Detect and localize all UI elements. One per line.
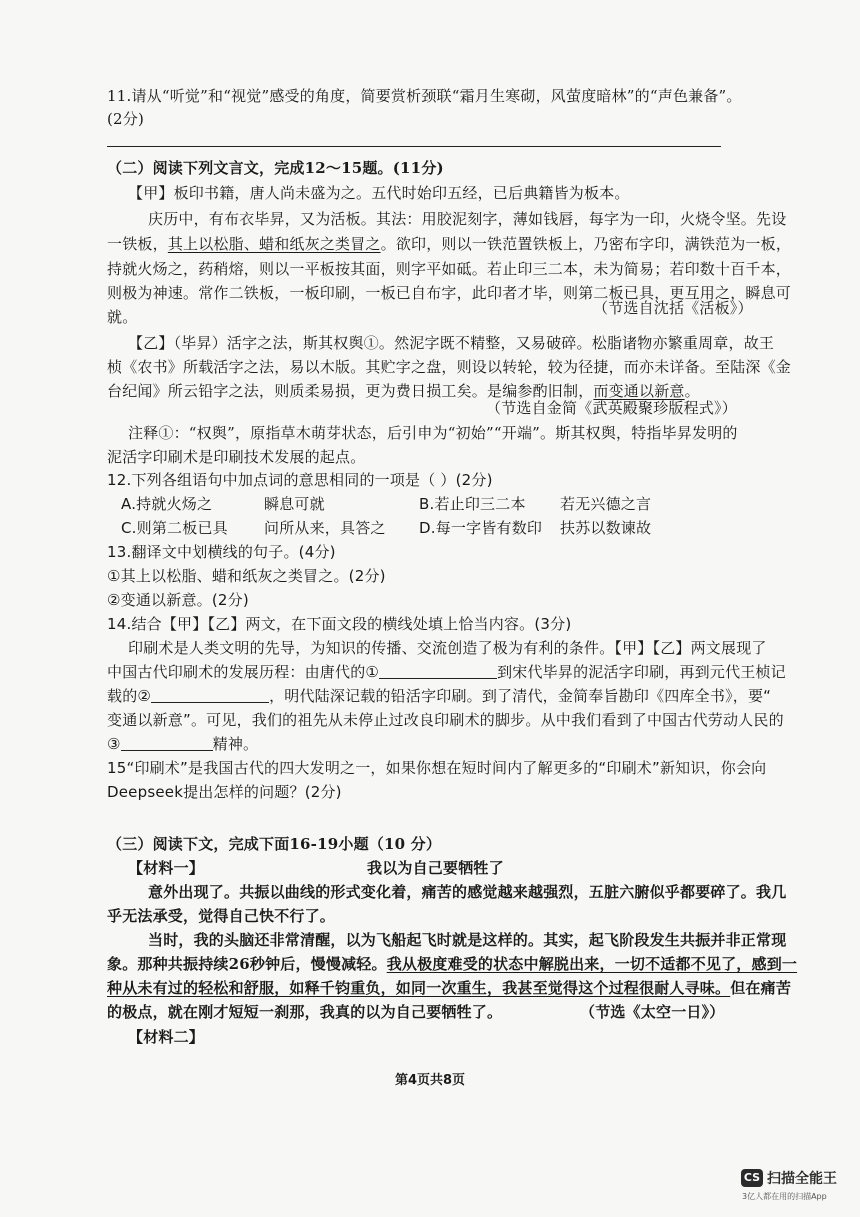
question-13: 13.翻译文中划横线的句子。(4分): [107, 543, 336, 561]
source-jia: （节选自沈括《活板》）: [593, 299, 753, 317]
material-1-segment: 但在痛苦: [730, 979, 792, 997]
material-1-text: 乎无法承受，觉得自己快不行了。: [107, 907, 336, 925]
section-2-heading: （二）阅读下列文言文，完成12～15题。(11分): [107, 159, 444, 177]
annotation-line: 泥活字印刷术是印刷技术发展的起点。: [107, 448, 366, 466]
underlined-passage: 种从未有过的轻松和舒服，如释千钧重负，如同一次重生，我甚至觉得这个过程很耐人寻味。: [107, 979, 731, 997]
material-1-label: 【材料一】: [128, 859, 205, 877]
material-1-text: [107, 954, 797, 974]
material-2-label: 【材料二】: [128, 1028, 205, 1046]
question-14-text: [107, 734, 258, 754]
option-a-left: A.持就火炀之: [121, 495, 213, 513]
question-14-segment: ③: [107, 735, 121, 753]
text-yi-line: 【乙】（毕昇）活字之法，斯其权舆①。然泥字既不精整，又易破碎。松脂诸物亦繁重周章，故王: [128, 334, 775, 352]
material-1-text: 当时，我的头脑还非常清醒，以为飞船起飞时就是这样的。其实，起飞阶段发生共振并非正常现: [148, 931, 787, 949]
material-1-text: 的极点，就在刚才短短一刹那，我真的以为自己要牺牲了。: [107, 1003, 503, 1021]
question-14-segment: ，明代陆深记载的铅活字印刷。到了清代，金简奉旨勘印《四库全书》，要“: [269, 687, 772, 705]
question-14-text: [107, 662, 786, 682]
text-yi-segment: 台纪闻》所云铅字之法，则质柔易损，更为费日损工矣。是编参酌旧制，: [107, 382, 594, 400]
option-b-right: 若无兴德之言: [560, 495, 652, 513]
text-jia-segment: 。欲印，则以一铁范置铁板上，乃密布字印，满铁范为一板，: [380, 235, 792, 253]
question-13-item-1: ①其上以松脂、蜡和纸灰之类冒之。(2分): [107, 567, 386, 585]
option-d-left: D.每一字皆有数印: [419, 519, 543, 537]
section-3-heading: （三）阅读下文，完成下面16-19小题（10 分）: [107, 835, 442, 853]
text-jia-line: 持就火炀之，药稍熔，则以一平板按其面，则字平如砥。若止印三二本，未为简易；若印数十百千本，: [107, 260, 792, 278]
question-12: 12.下列各组语句中加点词的意思相同的一项是（ ）(2分): [107, 471, 493, 489]
material-1-segment: 象。那种共振持续26秒钟后，慢慢减轻。: [107, 955, 387, 973]
question-14: 14.结合【甲】【乙】两文，在下面文段的横线处填上恰当内容。(3分): [107, 615, 572, 633]
camscanner-logo-icon: CS: [741, 1169, 763, 1187]
underlined-sentence-2: 而变通以新意: [593, 382, 685, 400]
question-15: 15“印刷术”是我国古代的四大发明之一，如果你想在短时间内了解更多的“印刷术”新知识，你会向: [107, 759, 767, 777]
watermark-brand: 扫描全能王: [767, 1171, 837, 1187]
option-d-right: 扶苏以数谏故: [560, 519, 652, 537]
question-14-text: 印刷术是人类文明的先导，为知识的传播、交流创造了极为有利的条件。【甲】【乙】两文展现了: [128, 639, 767, 657]
question-14-segment: 中国古代印刷术的发展历程：由唐代的①: [107, 663, 380, 681]
question-11-score: (2分): [107, 110, 145, 128]
question-14-text: 变通以新意”。可见，我们的祖先从未停止过改良印刷术的脚步。从中我们看到了中国古代劳动人民的: [107, 711, 784, 729]
text-yi-segment: 。: [684, 382, 700, 400]
underlined-sentence-1: 其上以松脂、蜡和纸灰之类冒之: [167, 235, 381, 253]
source-material-1: （节选《太空一日》）: [580, 1003, 725, 1021]
annotation-line: 注释①：“权舆”，原指草木萌芽状态，后引申为“初始”“开端”。斯其权舆，特指毕昇发明的: [128, 424, 738, 442]
text-yi-line: 桢《农书》所载活字之法，易以木版。其贮字之盘，则设以转轮，较为径捷，而亦未详备。至陆深《金: [107, 358, 792, 376]
underlined-passage: 我从极度难受的状态中解脱出来，一切不适都不见了，感到一: [386, 955, 798, 973]
question-15-line: Deepseek提出怎样的问题？(2分): [107, 783, 342, 801]
answer-line: [107, 146, 721, 147]
question-14-segment: 载的②: [107, 687, 152, 705]
text-jia-line: 就。: [107, 308, 138, 326]
text-jia-line: 庆历中，有布衣毕昇，又为活板。其法：用胶泥刻字，薄如钱唇，每字为一印，火烧令坚。先设: [148, 210, 787, 228]
text-jia-segment: 一铁板，: [107, 235, 168, 253]
text-jia-line: [107, 234, 791, 254]
fill-blank-2[interactable]: [151, 686, 269, 703]
question-11: 11.请从“听觉”和“视觉”感受的角度，简要赏析颈联“霜月生寒砌，风萤度暗林”的“声色兼备”。: [107, 87, 742, 105]
text-jia-line: 则极为神速。常作二铁板，一板印刷，一板已自布字，此印者才毕，则第二板已具，更互用之，瞬息可: [107, 284, 792, 302]
option-c-left: C.则第二板已具: [121, 519, 228, 537]
option-c-right: 问所从来，具答之: [264, 519, 386, 537]
page-number: 第4页共8页: [394, 1073, 466, 1088]
material-1-text: 意外出现了。共振以曲线的形式变化着，痛苦的感觉越来越强烈，五脏六腑似乎都要碎了。我几: [148, 883, 787, 901]
question-14-text: [107, 686, 771, 706]
fill-blank-1[interactable]: [379, 662, 497, 679]
text-jia-line: 【甲】板印书籍，唐人尚未盛为之。五代时始印五经，已后典籍皆为板本。: [128, 184, 630, 202]
option-a-right: 瞬息可就: [264, 495, 325, 513]
question-13-item-2: ②变通以新意。(2分): [107, 591, 249, 609]
fill-blank-3[interactable]: [121, 734, 213, 751]
option-b-left: B.若止印三二本: [419, 495, 526, 513]
source-yi: （节选自金简《武英殿聚珍版程式》）: [486, 399, 737, 417]
watermark-tagline: 3亿人都在用的扫描App: [742, 1192, 827, 1201]
question-14-segment: 到宋代毕昇的泥活字印刷，再到元代王桢记: [497, 663, 786, 681]
material-1-text: [107, 978, 791, 998]
question-14-segment: 精神。: [212, 735, 259, 753]
material-1-title: 我以为自己要牺牲了: [367, 859, 504, 877]
